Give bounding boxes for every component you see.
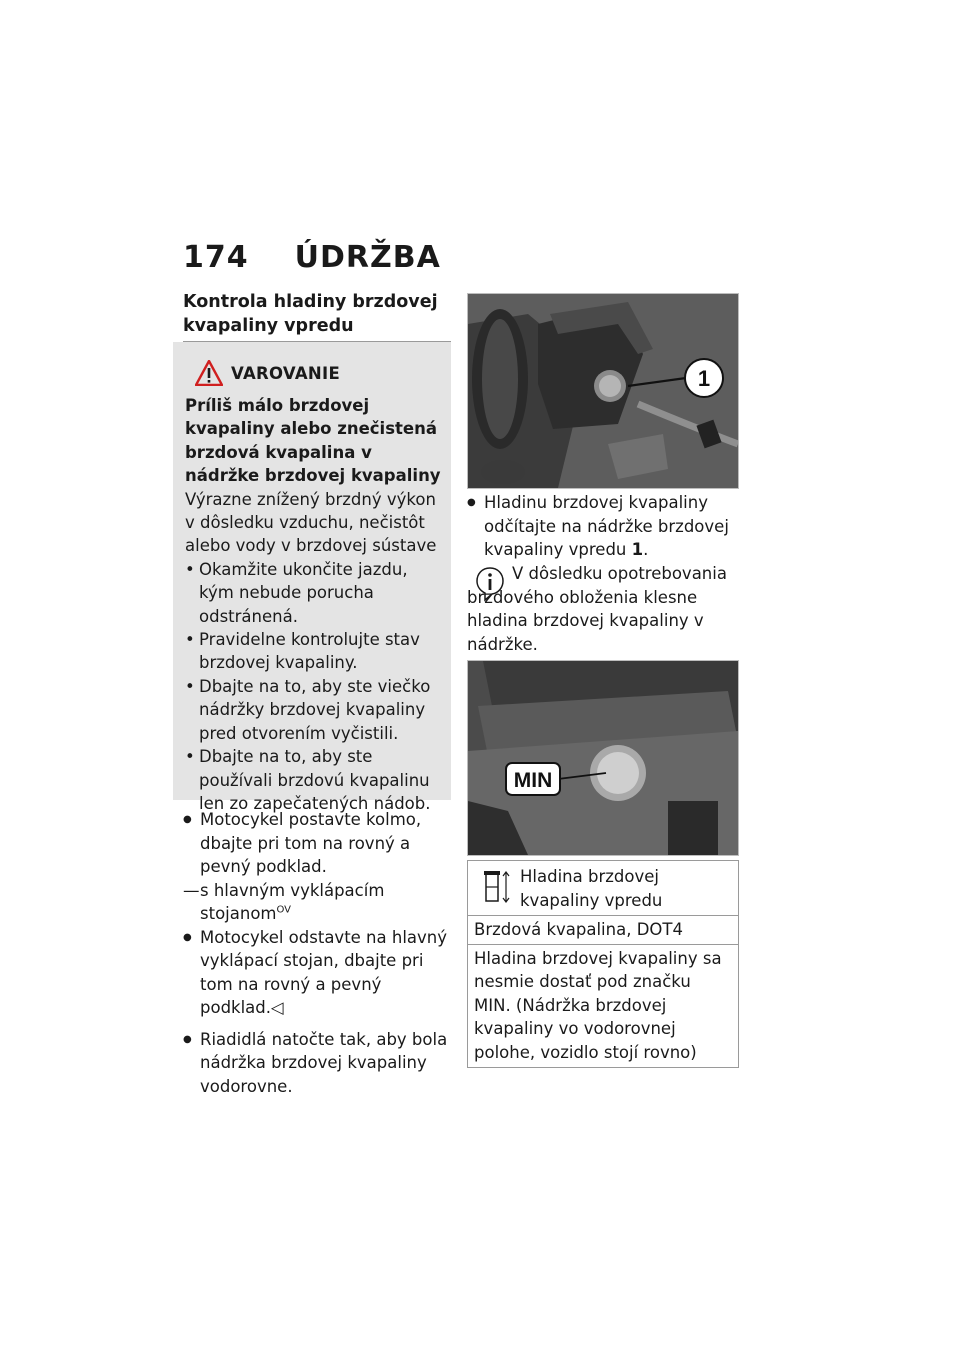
chapter-title: ÚDRŽBA (294, 240, 441, 275)
step-item: ● Riadidlá natočte tak, aby bola nádržka brzdovej kvapaliny vodorovne. (183, 1028, 451, 1099)
warning-list (185, 558, 443, 815)
callout-reference: 1 (631, 540, 644, 559)
note-text: V dôsledku opotrebovania brzdového obloženia klesne hladina brzdovej kvapaliny v nádržke. (467, 564, 727, 654)
warning-body (185, 394, 443, 815)
spec-table (467, 860, 739, 1068)
warning-item: • Pravidelne kontrolujte stav brzdovej kvapaliny. (185, 628, 443, 675)
page-header (183, 240, 441, 275)
callout-number: 1 (697, 366, 711, 391)
spec-fluid: Brzdová kvapalina, DOT4 (468, 916, 738, 945)
result-text: s hlavným vyklápacím stojanom (200, 880, 385, 923)
step-item (183, 926, 451, 1020)
reservoir-photo (467, 293, 739, 489)
warning-label: VAROVANIE (231, 364, 341, 383)
step-text: Hladinu brzdovej kvapaliny odčítajte na nádržke brzdovej kvapaliny vpredu (484, 493, 729, 559)
warning-headline: Príliš málo brzdovej kvapaliny alebo znečistená brzdová kvapalina v nádržke brzdovej kvapaliny (185, 396, 441, 486)
step-item: ● Hladinu brzdovej kvapaliny odčítajte na nádržke brzdovej kvapaliny vpredu 1. (467, 491, 737, 562)
end-marker-icon: ◁ (271, 998, 284, 1017)
warning-item: • Dbajte na to, aby ste používali brzdovú kvapalinu len zo zapečatených nádob. (185, 745, 443, 815)
fluid-level-icon (480, 867, 512, 907)
warning-text: Výrazne znížený brzdný výkon v dôsledku vzduchu, nečistôt alebo vody v brzdovej sústave (185, 489, 437, 556)
min-label: MIN (513, 769, 553, 792)
spec-description: Hladina brzdovej kvapaliny sa nesmie dostať pod značku MIN. (Nádržka brzdovej kvapaliny vo vodorovnej polohe, vozidlo stojí rovno) (474, 948, 722, 1062)
reservoir-photo-illustration (468, 294, 738, 488)
spec-table-header (468, 861, 738, 916)
section-title: Kontrola hladiny brzdovej kvapaliny vpredu (183, 292, 438, 336)
min-mark-photo (467, 660, 739, 856)
right-steps (467, 491, 737, 562)
min-mark-photo-illustration (468, 661, 738, 855)
warning-box (173, 342, 451, 813)
option-marker: OV (276, 904, 292, 916)
warning-triangle-icon (195, 360, 223, 386)
spec-table-title: Hladina brzdovej kvapaliny vpredu (520, 867, 663, 910)
warning-item: • Okamžite ukončite jazdu, kým nebude porucha odstránená. (185, 558, 443, 628)
page-number: 174 (183, 240, 249, 275)
step-text: Motocykel odstavte na hlavný vyklápací stojan, dbajte pri tom na rovný a pevný podklad. (200, 927, 448, 1017)
left-steps (183, 808, 451, 1098)
result-item (183, 879, 451, 926)
warning-item: • Dbajte na to, aby ste viečko nádržky brzdovej kvapaliny pred otvorením vyčistili. (185, 675, 443, 745)
step-item: ● Motocykel postavte kolmo, dbajte pri tom na rovný a pevný podklad. (183, 808, 451, 879)
